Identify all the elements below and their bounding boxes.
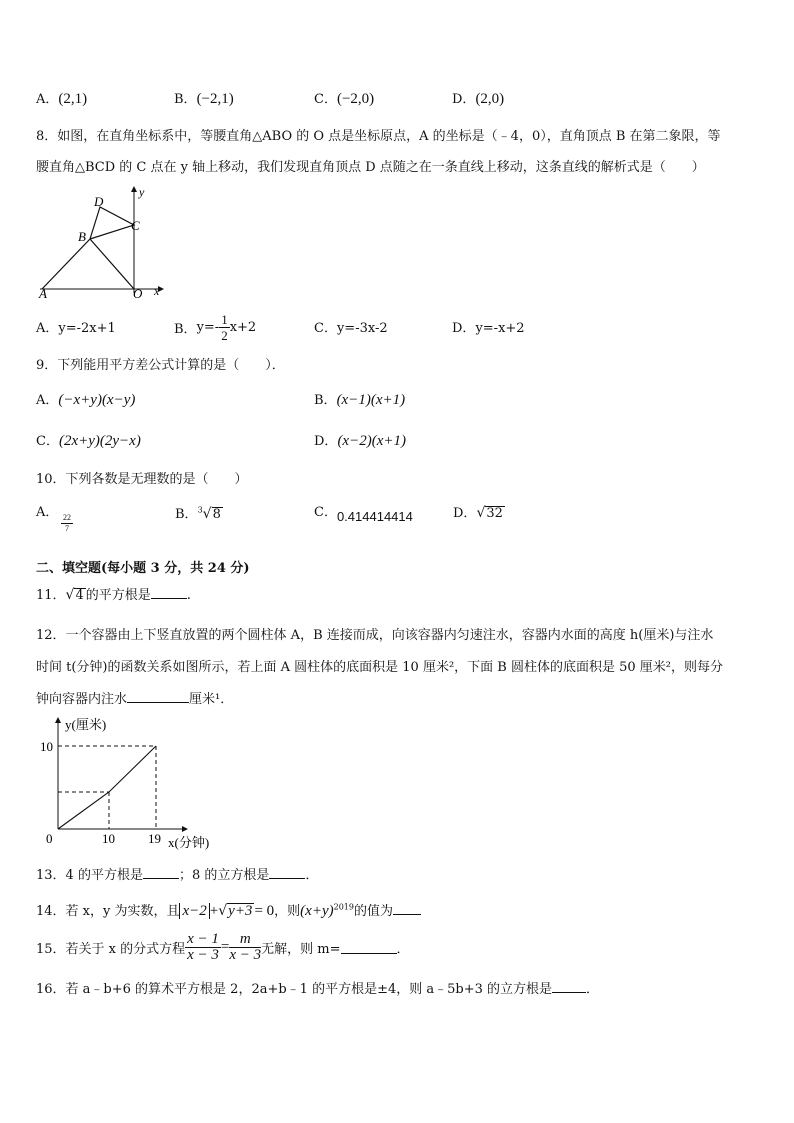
q12-line2: 时间 t(分钟)的函数关系如图所示，若上面 A 圆柱体的底面积是 10 厘米²，下面 B 圆柱体的底面积是 50 厘米²，则每分	[36, 660, 724, 675]
triangle-abo	[42, 239, 134, 289]
ylabel: y(厘米)	[65, 717, 107, 732]
answer-blank[interactable]	[143, 866, 179, 879]
q8-option-c[interactable]: C．y=-3x-2	[314, 321, 388, 336]
q9-option-b[interactable]: B．(x−1)(x+1)	[314, 392, 406, 408]
tick-y10: 10	[40, 739, 53, 754]
section-heading-fill-in: 二、填空题(每小题 3 分，共 24 分)	[36, 561, 250, 576]
answer-blank[interactable]	[151, 586, 187, 599]
q9-option-a[interactable]: A．(−x+y)(x−y)	[36, 392, 136, 408]
q7-option-a[interactable]: A．(2,1)	[36, 91, 88, 107]
fraction-rhs: $\frac{m}{x - 3}$	[229, 931, 262, 963]
q8-stem-line2: 腰直角△BCD 的 C 点在 y 轴上移动，我们发现直角顶点 D 点随之在一条直线上移动，这条直线的解析式是（ ）	[36, 160, 705, 175]
q9-stem: 9．下列能用平方差公式计算的是（ ）．	[36, 358, 285, 373]
q9-option-d[interactable]: D．(x−2)(x+1)	[314, 433, 406, 449]
x-axis-arrow	[182, 826, 188, 832]
q11: 11．√4 的平方根是 .	[36, 587, 191, 603]
q10-option-b[interactable]: B．$^3$√8	[175, 505, 221, 522]
xlabel: x(分钟)	[168, 835, 210, 850]
graph-line	[58, 746, 156, 829]
q10-stem: 10．下列各数是无理数的是（ ）	[36, 472, 248, 487]
radical-sign: √	[476, 505, 486, 521]
q12-line3: 钟向容器内注水 厘米¹．	[36, 692, 234, 707]
label-x: x	[154, 284, 160, 298]
fraction-half: $\frac{1}{2}$	[221, 312, 228, 343]
answer-blank[interactable]	[341, 941, 397, 954]
tick-x10: 10	[102, 831, 115, 846]
answer-blank[interactable]	[269, 866, 305, 879]
q8-stem-line1: 8．如图，在直角坐标系中，等腰直角△ABO 的 O 点是坐标原点，A 的坐标是（﹣4，0），直角顶点 B 在第二象限，等	[36, 129, 721, 144]
q13: 13．4 的平方根是 ；8 的立方根是 ．	[36, 868, 319, 883]
label-d: D	[94, 194, 104, 209]
answer-blank[interactable]	[393, 902, 421, 915]
fraction-lhs: $\frac{x - 1}{x - 3}$	[187, 931, 219, 963]
q10-option-d[interactable]: D．√32	[453, 505, 503, 521]
q10-option-a[interactable]: A． $\frac{22}{7}$	[36, 505, 71, 533]
radical-sign: √	[202, 506, 212, 522]
q8-figure	[36, 183, 166, 301]
q8-options	[36, 312, 596, 342]
radical-sign: √	[65, 587, 75, 603]
triangle-bcd	[90, 207, 134, 239]
label-o: O	[133, 286, 143, 301]
q16: 16．若 a﹣b+6 的算术平方根是 2，2a+b﹣1 的平方根是±4，则 a﹣5b+3 的立方根是 ．	[36, 982, 600, 997]
q7-options	[36, 88, 596, 108]
q7-option-b[interactable]: B．(−2,1)	[174, 91, 234, 107]
y-axis-arrow	[131, 186, 137, 192]
q10-option-c[interactable]: C．0.414414414	[314, 505, 413, 524]
q8-option-d[interactable]: D．y=-x+2	[452, 321, 525, 336]
q12-line1: 12．一个容器由上下竖直放置的两个圆柱体 A，B 连接而成，向该容器内匀速注水，容器内水面的高度 h(厘米)与注水	[36, 628, 714, 643]
label-y: y	[139, 185, 145, 199]
q12-graph	[36, 712, 236, 852]
q9-option-c[interactable]: C．(2x+y)(2y−x)	[36, 433, 141, 449]
label-b: B	[78, 229, 86, 244]
q15: 15．若关于 x 的分式方程 $\frac{x - 1}{x - 3}$ = $\frac{m}{x - 3}$ 无解，则 m= ．	[36, 931, 410, 963]
tick-x19: 19	[148, 831, 161, 846]
q8-option-a[interactable]: A．y=-2x+1	[36, 321, 116, 336]
answer-blank[interactable]	[552, 980, 586, 993]
fraction-22-7: $\frac{22}{7}$	[63, 513, 71, 533]
q8-option-b[interactable]: B．y=- $\frac{1}{2}$ x+2	[174, 312, 257, 343]
answer-blank[interactable]	[127, 690, 189, 703]
q7-option-d[interactable]: D．(2,0)	[452, 91, 505, 107]
label-a: A	[39, 286, 47, 301]
tick-origin: 0	[46, 831, 53, 846]
label-c: C	[131, 218, 140, 233]
q14: 14．若 x，y 为实数，且 x−2 +√y+3 = 0，则$(x+y)^{2019}$的值为	[36, 900, 421, 920]
radical-sign: √	[218, 903, 228, 919]
q7-option-c[interactable]: C．(−2,0)	[314, 91, 375, 107]
y-axis-arrow	[55, 717, 61, 723]
